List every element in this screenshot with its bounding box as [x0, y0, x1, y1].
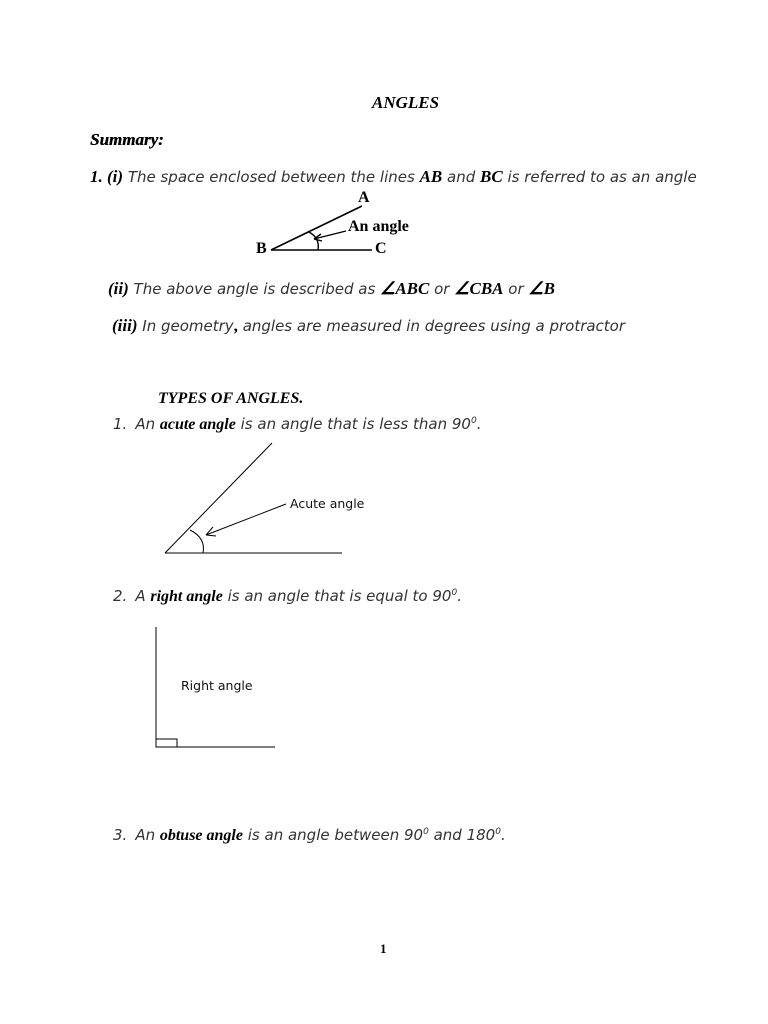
item-end: .: [500, 826, 506, 844]
acute-arrow-line: [206, 504, 286, 535]
types-heading: TYPES OF ANGLES.: [158, 390, 304, 407]
or-text-2: or: [503, 280, 529, 298]
item-number: 1.: [113, 415, 128, 433]
item-prefix: An: [135, 415, 160, 433]
measurement-statement: [112, 316, 625, 336]
or-text-1: or: [429, 280, 455, 298]
intro-text-2: is referred to as an angle: [502, 168, 697, 186]
item-middle: and 180: [428, 826, 496, 844]
angle-label: An angle: [348, 218, 409, 235]
notation-abc: ∠ABC: [380, 279, 430, 298]
right-angle-marker: [156, 739, 177, 747]
type-item-right: [113, 587, 462, 606]
intro-and: and: [442, 168, 481, 186]
point3-number: (iii): [112, 316, 138, 335]
degree-superscript: 0: [451, 588, 458, 598]
line-ab: AB: [419, 167, 443, 186]
point3-comma: ,: [233, 316, 238, 335]
degree-superscript: 0: [495, 827, 501, 837]
acute-angle-label: Acute angle: [290, 496, 365, 511]
degree-superscript: 0: [470, 416, 477, 426]
point2-text: The above angle is described as: [128, 280, 381, 298]
point-c-label: C: [375, 240, 387, 257]
item-prefix: A: [135, 587, 151, 605]
term-obtuse-angle: obtuse angle: [159, 827, 243, 844]
notation-b: ∠B: [528, 279, 555, 298]
page-title: ANGLES: [372, 93, 440, 112]
angle-arc: [309, 232, 318, 250]
item-definition: is an angle between 90: [242, 826, 424, 844]
item-prefix: An: [135, 826, 160, 844]
acute-arc: [190, 530, 203, 553]
point3-text-2: angles are measured in degrees using a protractor: [237, 317, 626, 335]
notation-statement: [108, 279, 555, 299]
acute-slant-line: [165, 443, 272, 553]
item-definition: is an angle that is less than 90: [235, 415, 471, 433]
intro-number: 1. (i): [90, 167, 124, 186]
point-a-label: A: [358, 189, 370, 206]
item-definition: is an angle that is equal to 90: [222, 587, 452, 605]
type-item-obtuse: [113, 826, 506, 845]
degree-superscript: 0: [423, 827, 429, 837]
summary-heading: Summary:: [90, 130, 164, 149]
item-number: 2.: [113, 587, 128, 605]
item-end: .: [476, 415, 482, 433]
right-angle-label: Right angle: [181, 678, 253, 693]
point2-number: (ii): [108, 279, 129, 298]
notation-cba: ∠CBA: [454, 279, 504, 298]
term-acute-angle: acute angle: [159, 416, 236, 433]
line-bc: BC: [480, 167, 503, 186]
item-number: 3.: [113, 826, 128, 844]
item-end: .: [457, 587, 462, 605]
point3-text-1: In geometry: [137, 317, 234, 335]
page-number: 1: [380, 941, 387, 956]
term-right-angle: right angle: [150, 588, 223, 605]
intro-text-1: The space enclosed between the lines: [123, 168, 420, 186]
type-item-acute: [113, 415, 481, 434]
point-b-label: B: [256, 240, 267, 257]
